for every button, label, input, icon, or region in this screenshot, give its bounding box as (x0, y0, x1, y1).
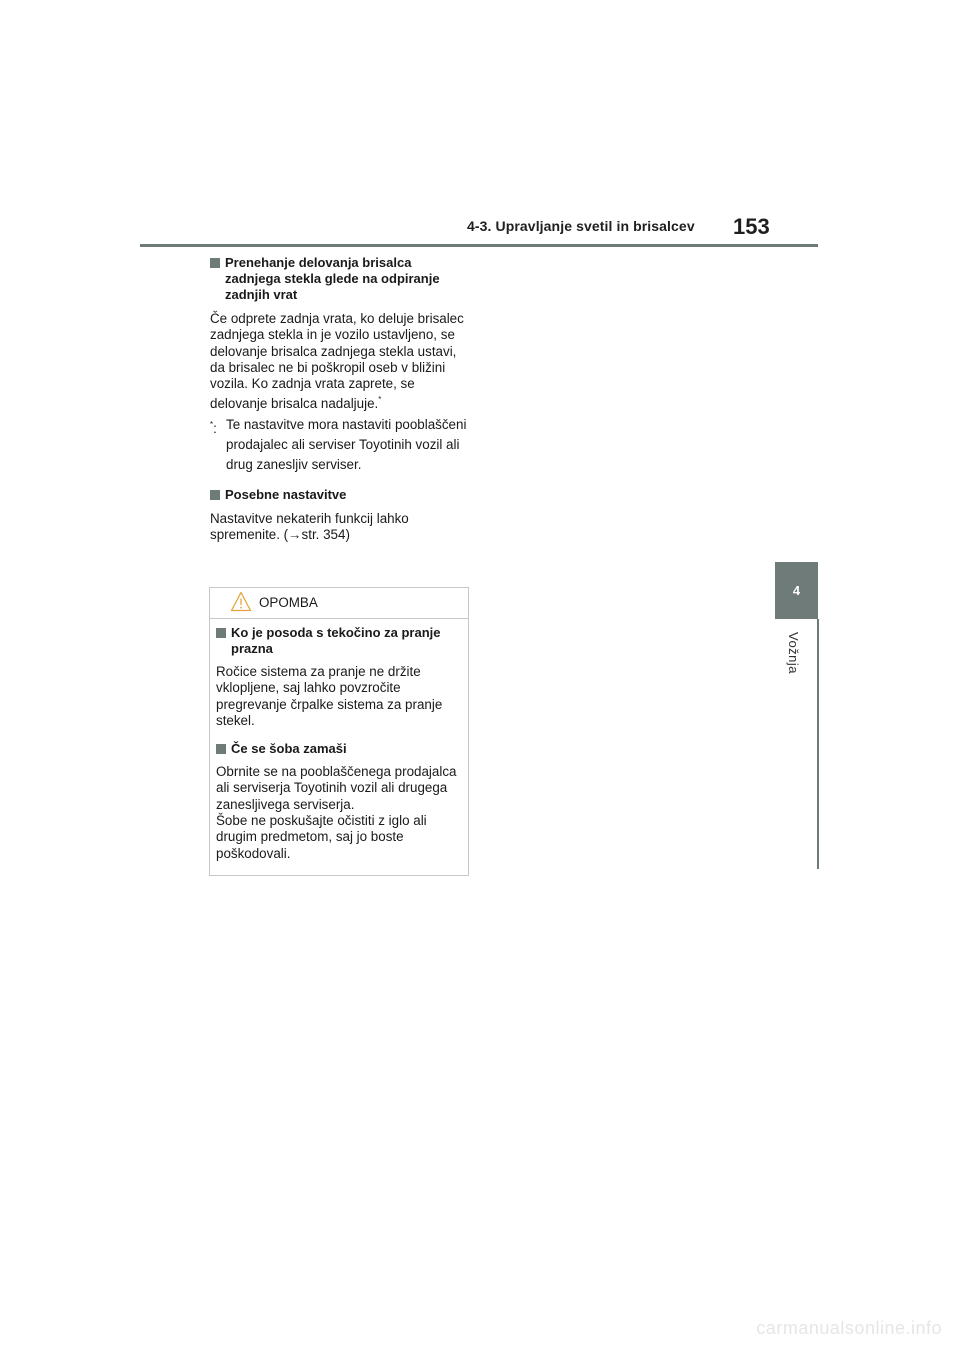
notice-item-heading (216, 741, 460, 757)
section-heading (210, 255, 470, 303)
notice-item-body-line: Obrnite se na pooblaščenega prodajalca ali serviserja Toyotinih vozil ali drugega zanesljivega serviserja. (216, 764, 457, 812)
notice-title: OPOMBA (259, 595, 318, 610)
footnote-reference: * (378, 395, 382, 405)
warning-triangle-icon (230, 591, 252, 617)
chapter-label: Vožnja (786, 632, 801, 675)
notice-header (210, 588, 468, 619)
section-heading-text: Prenehanje delovanja brisalca zadnjega stekla glede na odpiranje zadnjih vrat (225, 255, 440, 302)
notice-box (209, 587, 469, 876)
notice-item-heading (216, 625, 460, 657)
notice-item-heading-text: Ko je posoda s tekočino za pranje prazna (231, 625, 441, 656)
notice-item-body-line: Šobe ne poskušajte očistiti z iglo ali drugim predmetom, saj jo boste poškodovali. (216, 813, 427, 861)
square-bullet-icon (216, 628, 226, 638)
section-body: Nastavitve nekaterih funkcij lahko spremenite. (→str. 354) (210, 510, 409, 543)
chapter-tab (775, 562, 818, 619)
notice-item-heading-text: Če se šoba zamaši (231, 741, 347, 757)
watermark: carmanualsonline.info (756, 1318, 942, 1338)
notice-item-body (216, 764, 460, 862)
section-title: 4-3. Upravljanje svetil in brisalcev (467, 218, 695, 234)
chapter-tab-rule (817, 619, 819, 869)
footnote-colon: : (213, 420, 217, 436)
section-heading (210, 487, 470, 503)
chapter-number: 4 (792, 583, 801, 598)
section-body-text: Če odprete zadnja vrata, ko deluje brisalec zadnjega stekla in je vozilo ustavljeno, se delovanje brisalca zadnjega stekla ustavi, da brisalec ne bi poškropil oseb v bližini vozila. Ko zadnja vrata zaprete, se delovanje brisalca nadaljuje. (210, 311, 464, 412)
notice-item-body: Ročice sistema za pranje ne držite vklopljene, saj lahko povzročite pregrevanje črpalke sistema za pranje stekel. (216, 664, 443, 728)
footnote-text: Te nastavitve mora nastaviti pooblaščeni prodajalec ali serviser Toyotinih vozil ali drug zanesljiv serviser. (226, 416, 467, 472)
main-column (210, 255, 470, 543)
square-bullet-icon (216, 744, 226, 754)
square-bullet-icon (210, 258, 220, 268)
header-divider (140, 244, 818, 247)
section-heading-text: Posebne nastavitve (225, 486, 347, 502)
footnote-asterisk: * (210, 419, 214, 429)
section-body (210, 311, 470, 413)
notice-body (210, 619, 468, 862)
footnote (210, 415, 470, 475)
footnote-marker (210, 415, 226, 475)
square-bullet-icon (210, 490, 220, 500)
page-number: 153 (733, 214, 770, 239)
